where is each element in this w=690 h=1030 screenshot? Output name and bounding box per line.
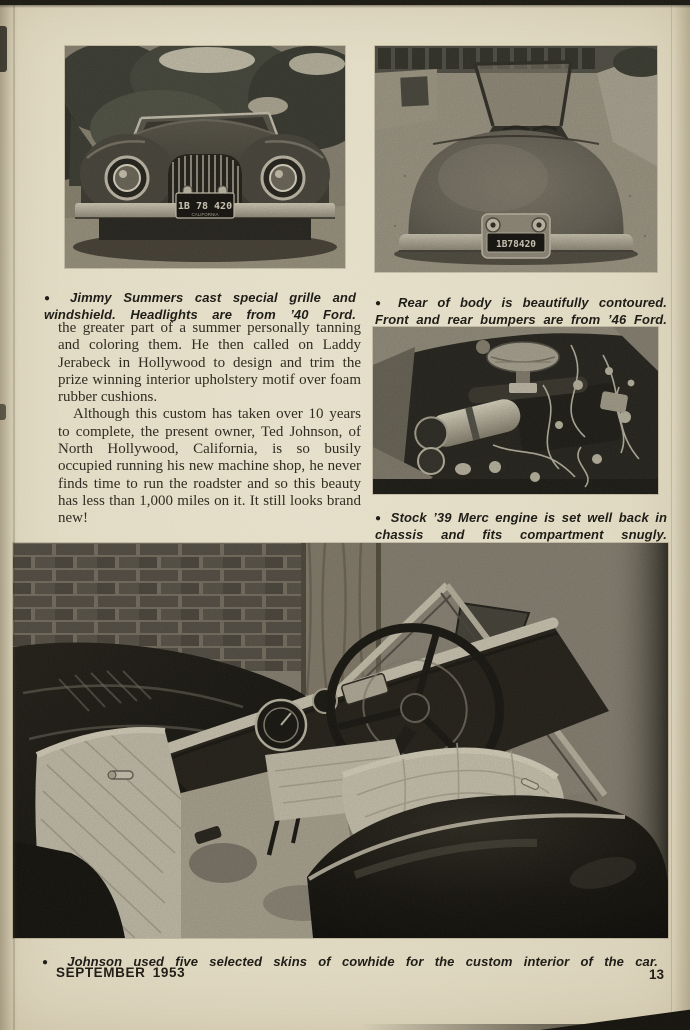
caption-front	[44, 290, 356, 322]
right-crease	[671, 0, 672, 1030]
article-body	[58, 320, 361, 528]
engine-illustration	[373, 327, 658, 494]
scan-mark-top-left	[0, 26, 7, 72]
caption-engine	[375, 510, 667, 542]
photo-interior	[13, 543, 668, 938]
binding-shadow	[0, 0, 18, 1030]
caption-rear-text: Rear of body is beautifully contoured. Front and rear bumpers are from ’46 Ford.	[375, 295, 667, 327]
front-view-illustration	[65, 46, 345, 268]
left-crease	[13, 0, 15, 1030]
caption-engine-text: Stock ’39 Merc engine is set well back in chassis and fits compartment snugly.	[375, 510, 667, 542]
caption-interior-text: Johnson used five selected skins of cowhide for the custom interior of the car.	[67, 954, 659, 969]
photo-front-view	[65, 46, 345, 268]
interior-illustration	[13, 543, 668, 938]
rear-view-illustration	[375, 46, 657, 272]
photo-rear-view	[375, 46, 657, 272]
article-paragraph: Although this custom has taken over 10 years to complete, the present owner, Ted Johnson, of North Hollywood, California, is so busily occupied running his new machine shop, he never finds time to run the roadster and so this beauty has less than 1,000 miles on it. It still looks brand new!	[58, 406, 361, 527]
right-edge-shading	[674, 0, 690, 1030]
scan-edge-top-shadow	[0, 5, 690, 8]
footer-issue-date: SEPTEMBER 1953	[56, 965, 186, 980]
rear-plate-number: 1B78420	[495, 239, 537, 250]
footer-page-number: 13	[648, 967, 664, 982]
article-paragraph: the greater part of a summer personally tanning and coloring them. He then called on Laddy Jerabeck in Hollywood to design and trim the prize winning interior upholstery motif over foam rubber cushions.	[58, 320, 361, 406]
bullet-icon: ●	[42, 957, 57, 968]
caption-rear	[375, 295, 667, 327]
bullet-icon: ●	[375, 298, 388, 309]
bullet-icon: ●	[375, 513, 385, 524]
front-plate-number: 1B 78 420	[177, 201, 233, 212]
front-plate-state: CALIFORNIA	[191, 212, 219, 217]
photo-engine	[373, 327, 658, 494]
caption-front-text: Jimmy Summers cast special grille and windshield. Headlights are from ’40 Ford.	[44, 290, 356, 322]
scan-mark-left	[0, 404, 6, 420]
bullet-icon: ●	[44, 293, 59, 304]
